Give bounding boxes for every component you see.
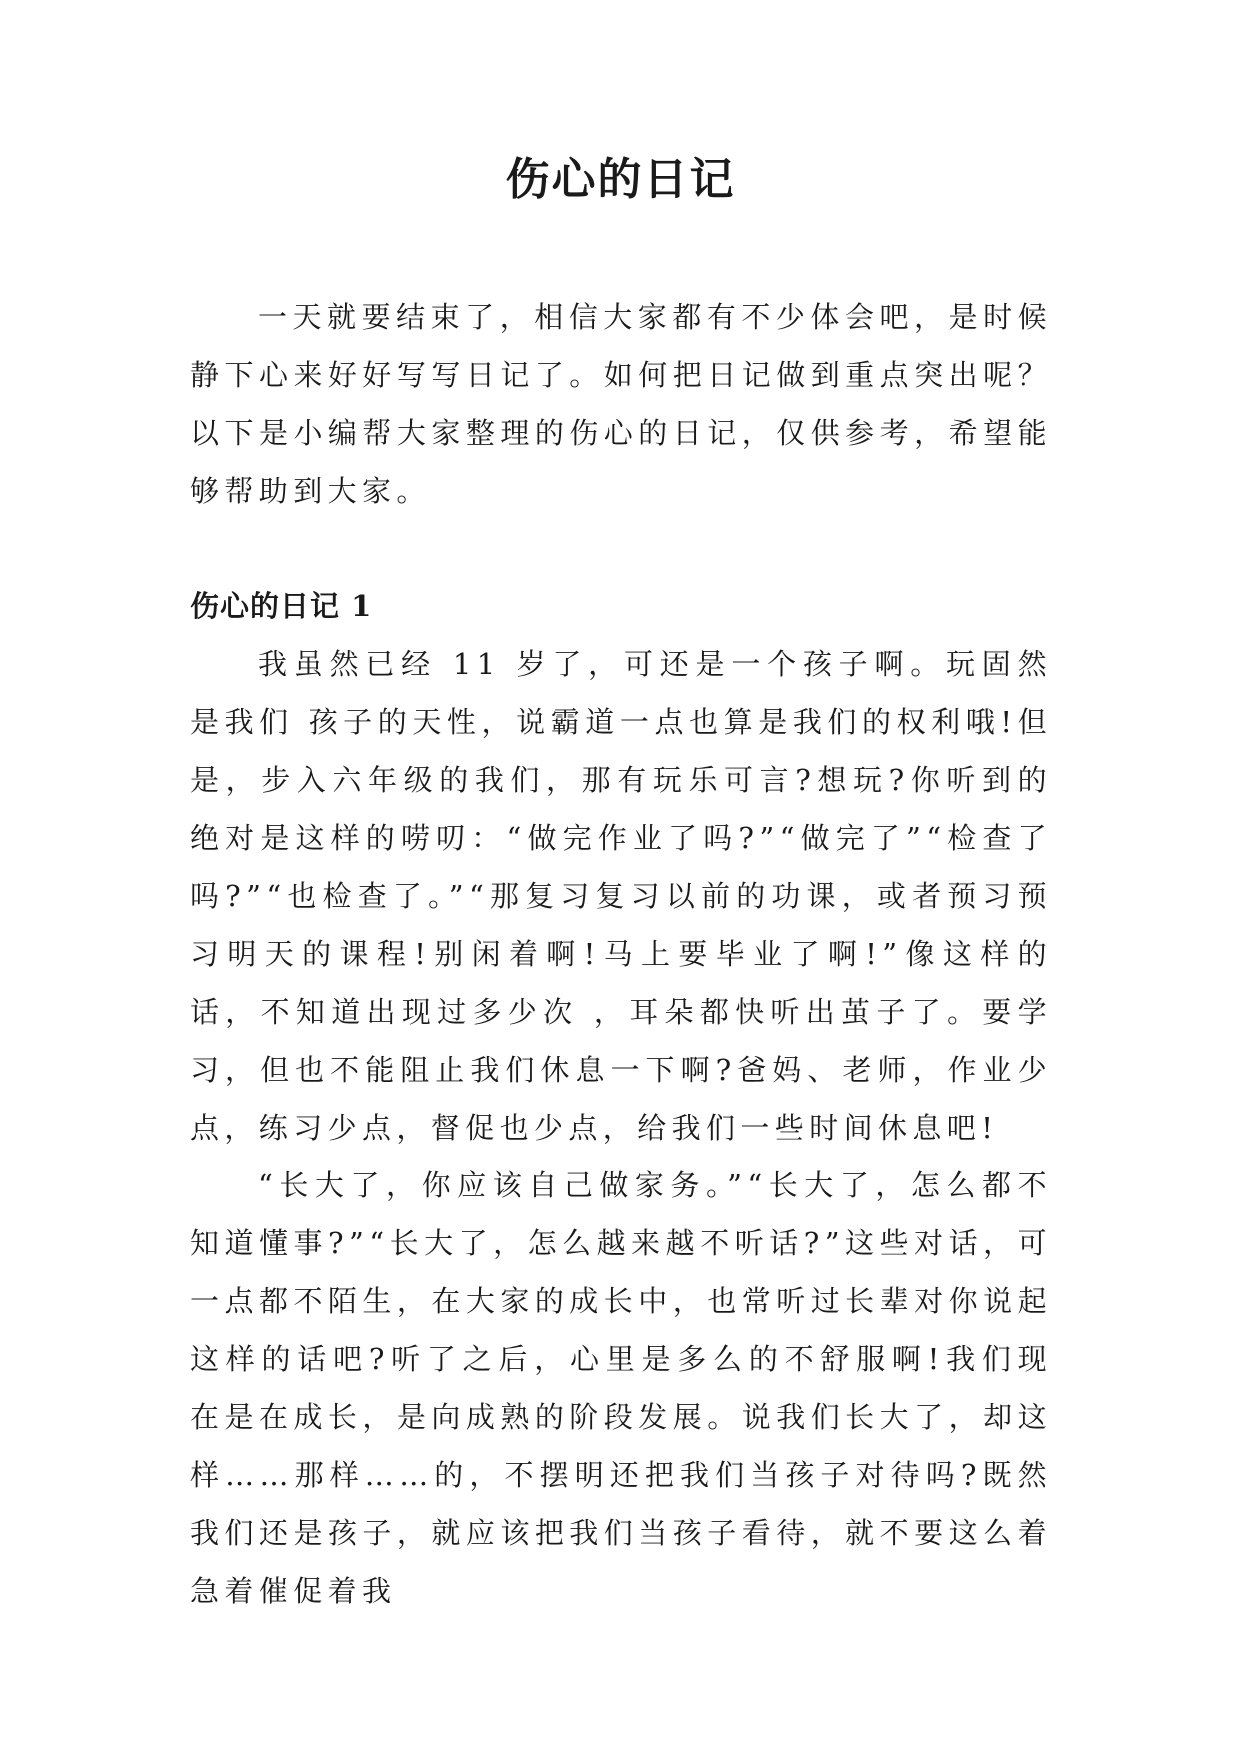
intro-paragraph: 一天就要结束了，相信大家都有不少体会吧，是时候静下心来好好写写日记了。如何把日记做到重点突出呢？以下是小编帮大家整理的伤心的日记，仅供参考，希望能够帮助到大家。 [190, 300, 1052, 508]
section-heading: 伤心的日记 1 [190, 589, 373, 623]
document-title: 伤心的日记 [505, 154, 736, 205]
body-paragraph-2: “长大了，你应该自己做家务。”“长大了，怎么都不知道懂事?”“长大了，怎么越来越不听话?”这些对话，可一点都不陌生，在大家的成长中，也常听过长辈对你说起这样的话吧?听了之后，心里是多么的不舒服啊!我们现在是在成长，是向成熟的阶段发展。说我们长大了，却这样……那样……的，不摆明还把我们当孩子对待吗?既然我们还是孩子，就应该把我们当孩子看待，就不要这么着急着催促着我 [190, 1168, 1052, 1608]
body-paragraph-1: 我虽然已经 11 岁了，可还是一个孩子啊。玩固然是我们 孩子的天性，说霸道一点也算是我们的权利哦!但是，步入六年级的我们，那有玩乐可言?想玩?你听到的绝对是这样的唠叨：“做完作业了吗?”“做完了”“检查了吗?”“也检查了。”“那复习复习以前的功课，或者预习预习明天的课程!别闲着啊!马上要毕业了啊!”像这样的话，不知道出现过多少次 ，耳朵都快听出茧子了。要学习，但也不能阻止我们休息一下啊?爸妈、老师，作业少点，练习少点，督促也少点，给我们一些时间休息吧! [190, 647, 1052, 1145]
